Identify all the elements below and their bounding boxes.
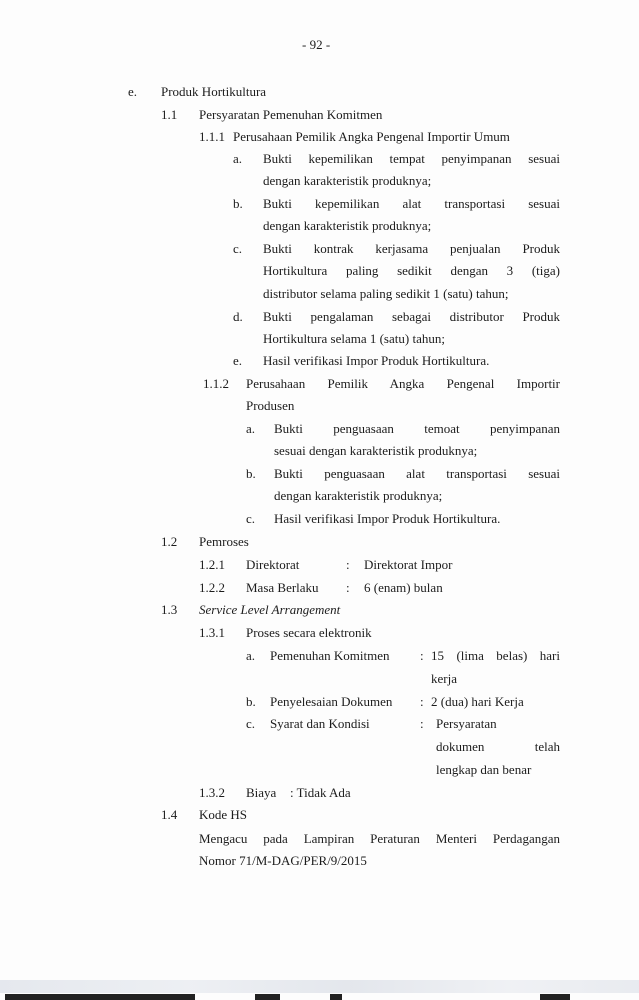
heading-title: Kode HS <box>199 807 248 822</box>
heading-title: Pemroses <box>199 534 249 549</box>
list-item-line: Bukti kontrak kerjasama penjualan Produk <box>263 241 560 256</box>
list-item-line: Bukti kepemilikan tempat penyimpanan sesuai <box>263 151 560 166</box>
row-separator: : <box>420 648 424 663</box>
list-item-line: Bukti penguasaan alat transportasi sesuai <box>274 466 560 481</box>
row-label: Biaya <box>246 785 277 800</box>
list-item-line: Bukti pengalaman sebagai distributor Produk <box>263 309 560 324</box>
row-label: Penyelesaian Dokumen <box>270 694 393 709</box>
heading-title: Service Level Arrangement <box>199 602 341 617</box>
list-item-line: Hasil verifikasi Impor Produk Hortikultura. <box>263 353 490 368</box>
list-item-line: sesuai dengan karakteristik produknya; <box>274 443 478 458</box>
page-number: - 92 - <box>302 37 331 52</box>
heading-number: 1.1.2 <box>203 376 229 391</box>
list-item-line: Hasil verifikasi Impor Produk Hortikultura. <box>274 511 501 526</box>
scan-edge-bar <box>330 994 342 1000</box>
row-value: Direktorat Impor <box>364 557 453 572</box>
heading-title: Persyaratan Pemenuhan Komitmen <box>199 107 383 122</box>
row-number: 1.2.2 <box>199 580 225 595</box>
list-marker: c. <box>233 241 243 256</box>
row-value: kerja <box>431 671 457 686</box>
row-label: Direktorat <box>246 557 300 572</box>
paragraph-line: Nomor 71/M-DAG/PER/9/2015 <box>199 853 367 868</box>
heading-title: Perusahaan Pemilik Angka Pengenal Importir <box>246 376 560 391</box>
heading-number: 1.1.1 <box>199 129 225 144</box>
heading-number: 1.4 <box>161 807 178 822</box>
row-value: 6 (enam) bulan <box>364 580 443 595</box>
heading-number: 1.3.1 <box>199 625 225 640</box>
list-item-line: dengan karakteristik produknya; <box>263 218 432 233</box>
section-title: Produk Hortikultura <box>161 84 267 99</box>
row-separator: : <box>420 694 424 709</box>
scan-edge-bar <box>255 994 280 1000</box>
list-marker: a. <box>246 648 256 663</box>
row-label: Pemenuhan Komitmen <box>270 648 390 663</box>
list-marker: a. <box>233 151 243 166</box>
heading-number: 1.3 <box>161 602 178 617</box>
row-value: dokumen telah <box>436 739 560 754</box>
row-label: Syarat dan Kondisi <box>270 716 370 731</box>
heading-number: 1.1 <box>161 107 178 122</box>
row-separator: : <box>420 716 424 731</box>
row-number: 1.2.1 <box>199 557 225 572</box>
row-value: 15 (lima belas) hari <box>431 648 560 663</box>
list-marker: a. <box>246 421 256 436</box>
heading-number: 1.2 <box>161 534 178 549</box>
list-marker: c. <box>246 716 256 731</box>
list-item-line: Hortikultura paling sedikit dengan 3 (tiga) <box>263 263 560 278</box>
row-value: lengkap dan benar <box>436 762 532 777</box>
heading-title: Produsen <box>246 398 295 413</box>
heading-title: Perusahaan Pemilik Angka Pengenal Importir Umum <box>233 129 510 144</box>
scan-edge-bar <box>540 994 570 1000</box>
list-item-line: Bukti penguasaan temoat penyimpanan <box>274 421 560 436</box>
heading-title: Proses secara elektronik <box>246 625 372 640</box>
list-marker: c. <box>246 511 256 526</box>
list-marker: b. <box>246 466 256 481</box>
row-label: Masa Berlaku <box>246 580 319 595</box>
row-separator: : <box>346 580 350 595</box>
list-marker: b. <box>246 694 256 709</box>
scan-artifact-band <box>0 980 639 993</box>
section-marker: e. <box>128 84 138 99</box>
list-marker: e. <box>233 353 243 368</box>
list-marker: b. <box>233 196 243 211</box>
row-value: 2 (dua) hari Kerja <box>431 694 524 709</box>
row-value: : Tidak Ada <box>290 785 351 800</box>
list-item-line: dengan karakteristik produknya; <box>263 173 432 188</box>
list-item-line: distributor selama paling sedikit 1 (satu) tahun; <box>263 286 509 301</box>
row-separator: : <box>346 557 350 572</box>
list-marker: d. <box>233 309 243 324</box>
list-item-line: Bukti kepemilikan alat transportasi sesuai <box>263 196 560 211</box>
scan-edge-bar <box>5 994 195 1000</box>
list-item-line: dengan karakteristik produknya; <box>274 488 443 503</box>
row-value: Persyaratan <box>436 716 497 731</box>
heading-number: 1.3.2 <box>199 785 225 800</box>
list-item-line: Hortikultura selama 1 (satu) tahun; <box>263 331 445 346</box>
paragraph-line: Mengacu pada Lampiran Peraturan Menteri Perdagangan <box>199 831 560 846</box>
